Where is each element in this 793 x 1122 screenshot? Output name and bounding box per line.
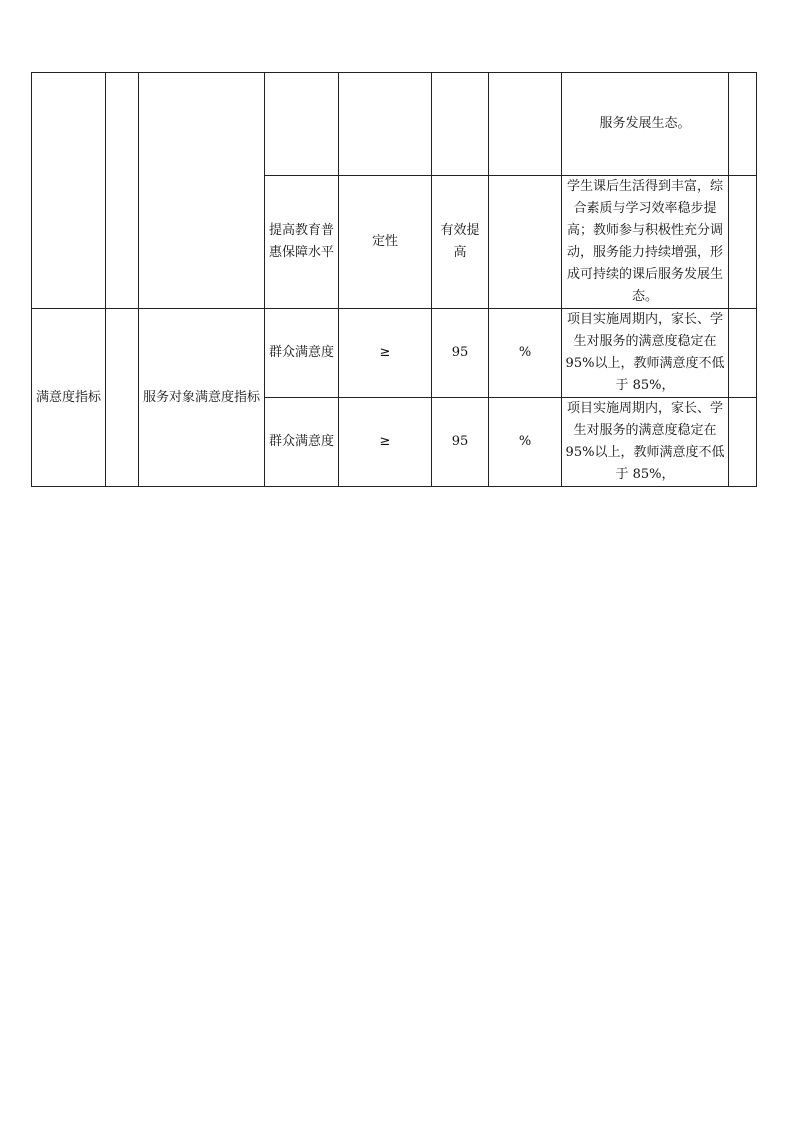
operator-cell: ≥: [339, 398, 432, 487]
operator-cell: 定性: [339, 176, 432, 309]
indicator-cell: 群众满意度: [265, 398, 339, 487]
indicator-cell: 提高教育普惠保障水平: [265, 176, 339, 309]
description-cell: 项目实施周期内，家长、学生对服务的满意度稳定在 95%以上，教师满意度不低于 85%，: [562, 398, 729, 487]
subcategory-cell: 服务对象满意度指标: [139, 309, 265, 487]
description-cell: 项目实施周期内，家长、学生对服务的满意度稳定在 95%以上，教师满意度不低于 85%，: [562, 309, 729, 398]
description-cell: 服务发展生态。: [562, 73, 729, 176]
blank-cell: [106, 309, 139, 487]
indicator-table: [31, 72, 757, 487]
remark-cell: [729, 398, 757, 487]
unit-cell: %: [489, 398, 562, 487]
value-cell: 95: [432, 398, 489, 487]
table-row: [32, 309, 757, 398]
remark-cell: [729, 73, 757, 176]
remark-cell: [729, 176, 757, 309]
indicator-cell: 群众满意度: [265, 309, 339, 398]
indicator-cell: [265, 73, 339, 176]
operator-cell: [339, 73, 432, 176]
value-cell: 95: [432, 309, 489, 398]
value-cell: 有效提高: [432, 176, 489, 309]
table-row: [32, 73, 757, 176]
category-cell: [32, 73, 106, 309]
operator-cell: ≥: [339, 309, 432, 398]
unit-cell: [489, 176, 562, 309]
value-cell: [432, 73, 489, 176]
unit-cell: %: [489, 309, 562, 398]
blank-cell: [106, 73, 139, 309]
description-cell: 学生课后生活得到丰富，综合素质与学习效率稳步提高；教师参与积极性充分调动，服务能力持续增强，形成可持续的课后服务发展生态。: [562, 176, 729, 309]
category-cell: 满意度指标: [32, 309, 106, 487]
unit-cell: [489, 73, 562, 176]
subcategory-cell: [139, 73, 265, 309]
remark-cell: [729, 309, 757, 398]
